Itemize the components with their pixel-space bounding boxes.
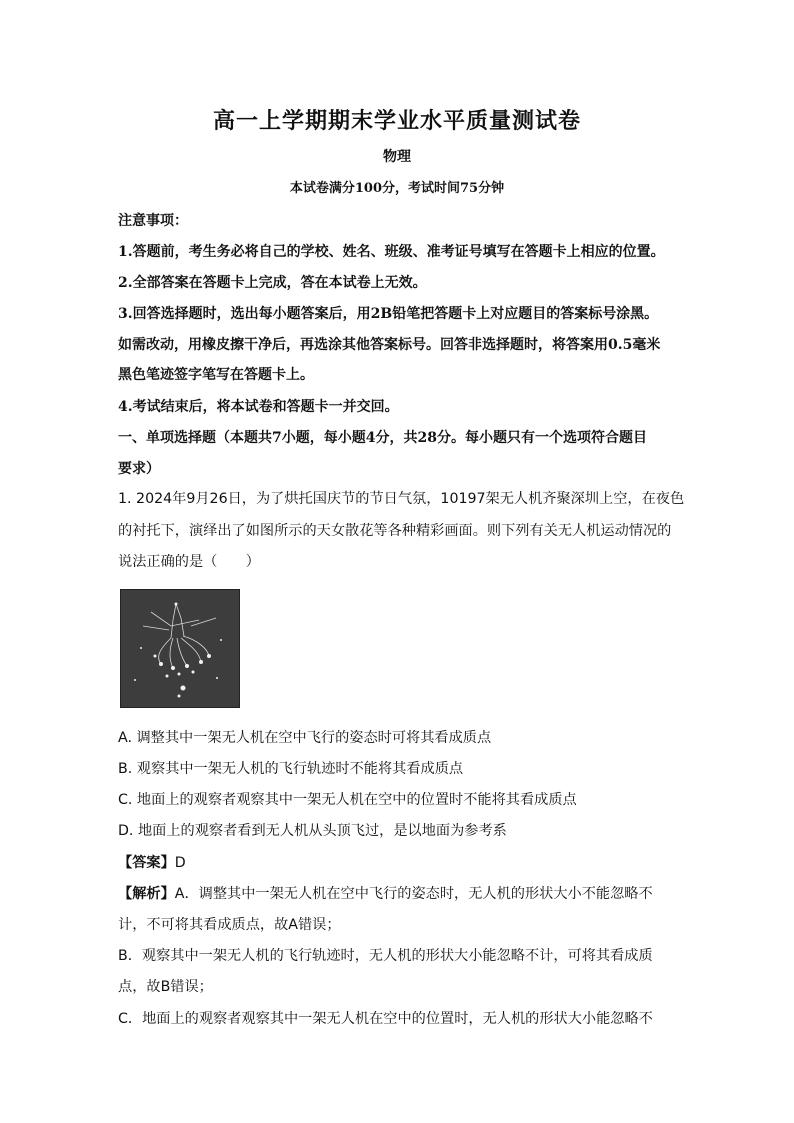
exam-subject: 物理 — [383, 149, 411, 165]
question-stem-line: 说法正确的是（ ） — [118, 554, 260, 570]
note-line: 黑色笔迹签字笔写在答题卡上。 — [118, 367, 314, 383]
note-line: 如需改动，用橡皮擦干净后，再选涂其他答案标号。回答非选择题时，将答案用0.5毫米 — [118, 337, 661, 353]
analysis-label: 【解析】 — [118, 886, 175, 902]
notes-heading: 注意事项： — [118, 213, 188, 229]
analysis-line: C．地面上的观察者观察其中一架无人机在空中的位置时，无人机的形状大小能忽略不 — [118, 1011, 653, 1027]
section-heading-cont: 要求） — [118, 461, 160, 477]
drone-show-illustration — [121, 590, 239, 707]
exam-title: 高一上学期期末学业水平质量测试卷 — [212, 108, 581, 134]
option-c: C. 地面上的观察者观察其中一架无人机在空中的位置时不能将其看成质点 — [118, 792, 577, 808]
question-stem-line: 的衬托下，演绎出了如图所示的天女散花等各种精彩画面。则下列有关无人机运动情况的 — [118, 523, 672, 539]
option-a: A. 调整其中一架无人机在空中飞行的姿态时可将其看成质点 — [118, 730, 492, 746]
exam-info: 本试卷满分100分，考试时间75分钟 — [289, 181, 505, 196]
answer-value: D — [174, 855, 186, 871]
question-stem-line: 1. 2024年9月26日，为了烘托国庆节的节日气氛，10197架无人机齐聚深圳上空，在夜色 — [118, 491, 685, 507]
analysis-line: 点，故B错误； — [118, 979, 213, 995]
analysis-line: B．观察其中一架无人机的飞行轨迹时，无人机的形状大小能忽略不计，可将其看成质 — [118, 948, 653, 964]
option-b: B. 观察其中一架无人机的飞行轨迹时不能将其看成质点 — [118, 761, 464, 777]
answer-line — [118, 852, 186, 872]
note-line: 3.回答选择题时，选出每小题答案后，用2B铅笔把答题卡上对应题目的答案标号涂黑。 — [118, 306, 659, 322]
analysis-text: A．调整其中一架无人机在空中飞行的姿态时，无人机的形状大小不能忽略不 — [174, 886, 653, 902]
section-heading: 一、单项选择题（本题共7小题，每小题4分，共28分。每小题只有一个选项符合题目 — [118, 430, 647, 446]
analysis-line: 计，不可将其看成质点，故A错误； — [118, 917, 341, 933]
answer-label: 【答案】 — [118, 855, 175, 871]
drone-show-photo — [120, 589, 240, 708]
note-line: 1.答题前，考生务必将自己的学校、姓名、班级、准考证号填写在答题卡上相应的位置。 — [118, 244, 665, 260]
option-d: D. 地面上的观察者看到无人机从头顶飞过，是以地面为参考系 — [118, 823, 507, 839]
analysis-line — [118, 883, 653, 903]
note-line: 4.考试结束后，将本试卷和答题卡一并交回。 — [118, 399, 399, 415]
note-line: 2.全部答案在答题卡上完成，答在本试卷上无效。 — [118, 275, 427, 291]
